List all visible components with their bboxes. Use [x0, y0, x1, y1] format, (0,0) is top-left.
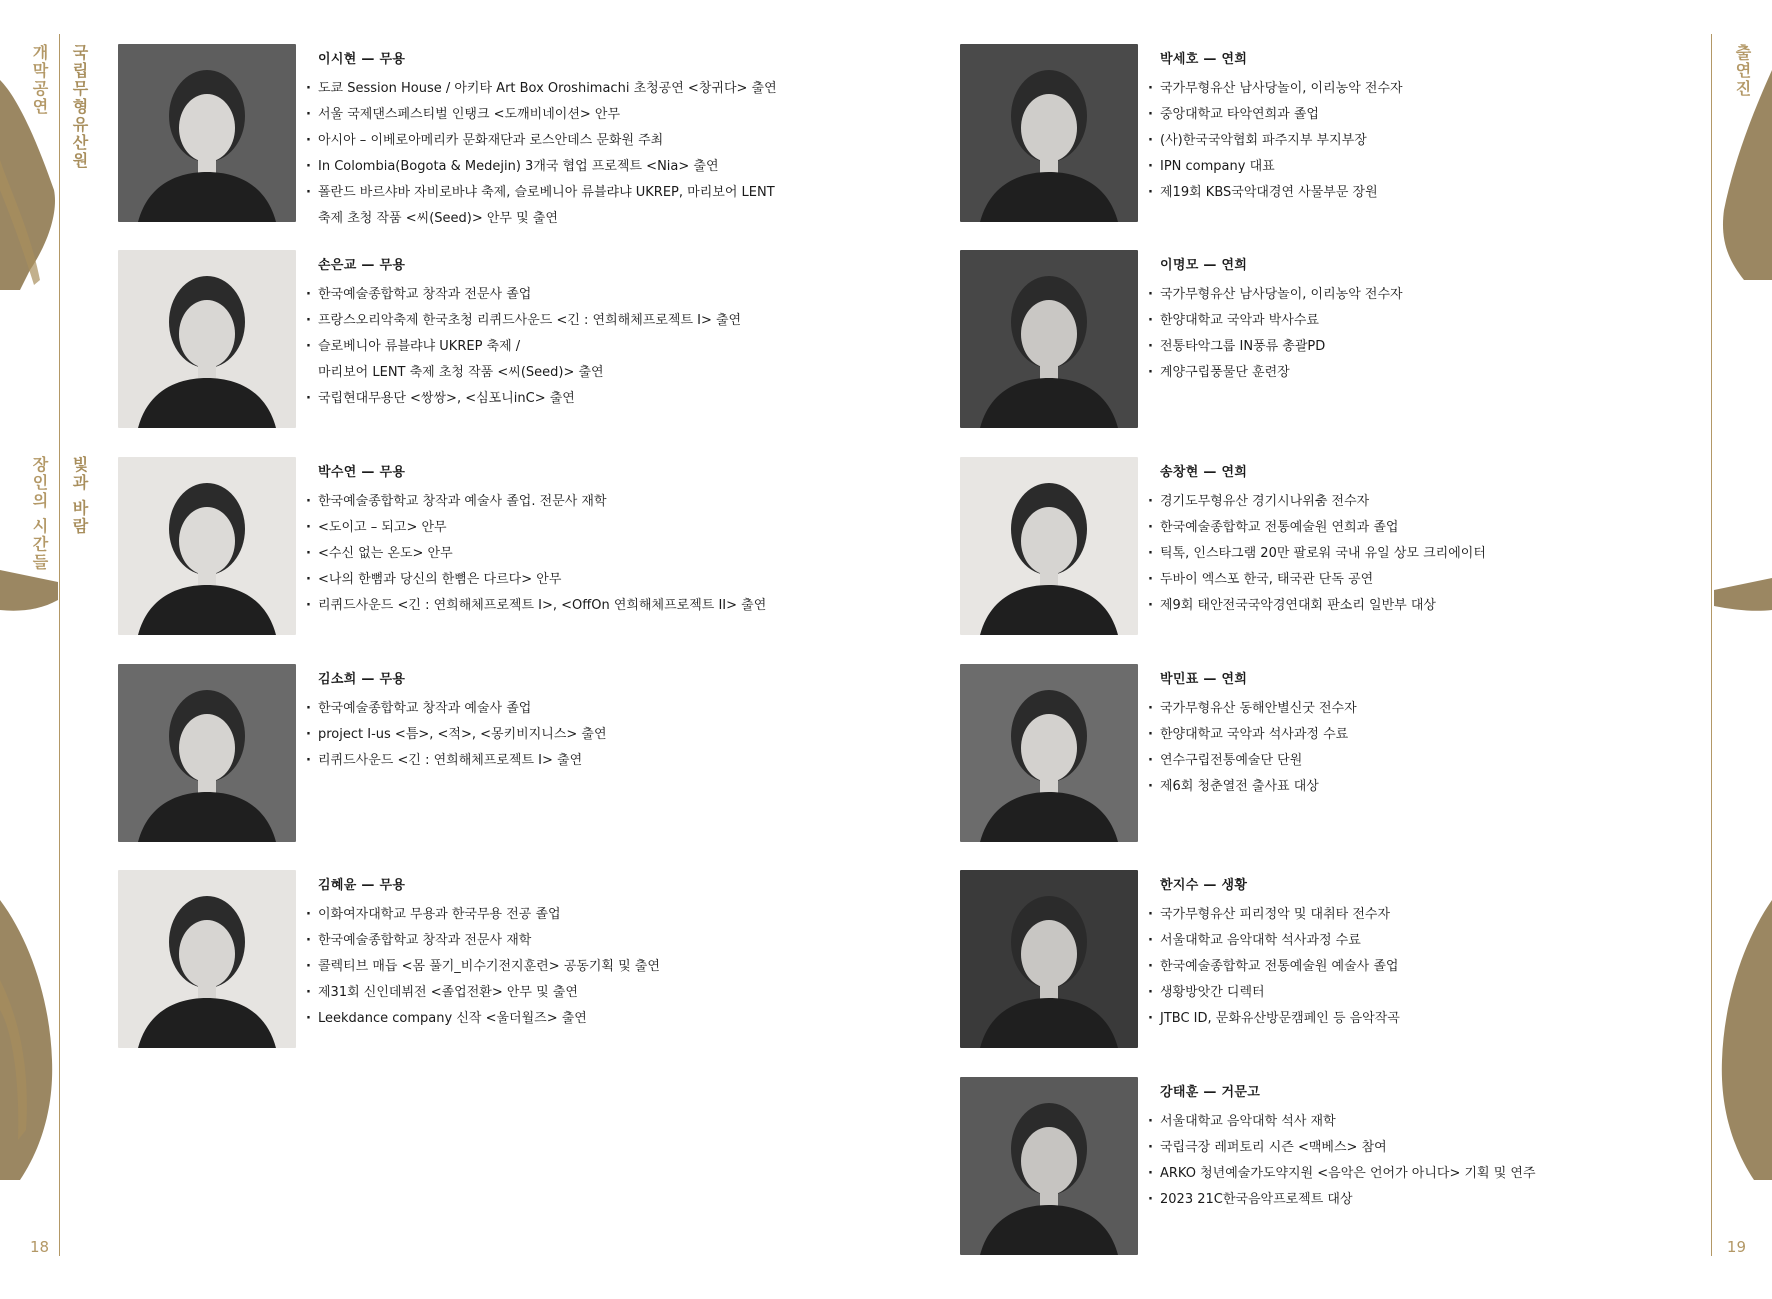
right-page-sidebar [1712, 0, 1772, 1299]
career-item: · 한국예술종합학교 창작과 예술사 졸업. 전문사 재학 [304, 489, 864, 515]
career-item: · 서울 국제댄스페스티벌 인탱크 <도깨비네이션> 안무 [304, 102, 864, 128]
brush-stroke-decoration [1714, 880, 1772, 1180]
career-item: · 이화여자대학교 무용과 한국무용 전공 졸업 [304, 902, 864, 928]
career-item: · 한국예술종합학교 전통예술원 연희과 졸업 [1146, 515, 1706, 541]
career-item: · 폴란드 바르샤바 자비로바냐 축제, 슬로베니아 류블랴냐 UKREP, 마리보어 LENT [304, 180, 864, 206]
performer-career-list [1146, 282, 1706, 386]
career-item: · 한국예술종합학교 창작과 예술사 졸업 [304, 696, 864, 722]
performer-name: 김소희 — 무용 [318, 672, 406, 687]
performer-profile [118, 457, 878, 637]
performer-name: 이시현 — 무용 [318, 52, 406, 67]
career-item: · In Colombia(Bogota & Medejin) 3개국 협업 프로젝트 <Nia> 출연 [304, 154, 864, 180]
career-item: · <도이고 – 되고> 안무 [304, 515, 864, 541]
performer-info [318, 44, 878, 232]
career-item: · 국가무형유산 남사당놀이, 이리농악 전수자 [1146, 76, 1706, 102]
performer-career-list [304, 282, 864, 412]
career-item: · 아시아 – 이베로아메리카 문화재단과 로스안데스 문화원 주최 [304, 128, 864, 154]
career-item: · 전통타악그룹 IN풍류 총괄PD [1146, 334, 1706, 360]
career-item: · 연수구립전통예술단 단원 [1146, 748, 1706, 774]
career-item: · project I-us <틈>, <적>, <몽키비지니스> 출연 [304, 722, 864, 748]
performer-info [318, 870, 878, 1032]
performer-career-list [1146, 1109, 1706, 1213]
brush-stroke-decoration [0, 880, 58, 1180]
career-item: · 2023 21C한국음악프로젝트 대상 [1146, 1187, 1706, 1213]
career-item: · 리퀴드사운드 <긴 : 연희해체프로젝트 I>, <OffOn 연희해체프로젝트 II> 출연 [304, 593, 864, 619]
career-item: · 슬로베니아 류블랴냐 UKREP 축제 / [304, 334, 864, 360]
career-item: · ARKO 청년예술가도약지원 <음악은 언어가 아니다> 기획 및 연주 [1146, 1161, 1706, 1187]
performer-name: 한지수 — 생황 [1160, 878, 1248, 893]
career-item: · IPN company 대표 [1146, 154, 1706, 180]
performer-info [1160, 457, 1720, 619]
career-item: · 국립극장 레퍼토리 시즌 <맥베스> 참여 [1146, 1135, 1706, 1161]
career-item: · <수신 없는 온도> 안무 [304, 541, 864, 567]
career-item: · 제6회 청춘열전 출사표 대상 [1146, 774, 1706, 800]
career-item: · 제31회 신인데뷔전 <졸업전환> 안무 및 출연 [304, 980, 864, 1006]
career-item: · 한양대학교 국악과 석사과정 수료 [1146, 722, 1706, 748]
performer-photo [960, 44, 1138, 222]
performer-profile [960, 870, 1720, 1050]
career-item: · 중앙대학교 타악연희과 졸업 [1146, 102, 1706, 128]
performer-name: 박수연 — 무용 [318, 465, 406, 480]
career-item: · 국가무형유산 남사당놀이, 이리농악 전수자 [1146, 282, 1706, 308]
career-item: · (사)한국국악협회 파주지부 부지부장 [1146, 128, 1706, 154]
performer-photo [960, 457, 1138, 635]
career-item: · 리퀴드사운드 <긴 : 연희해체프로젝트 I> 출연 [304, 748, 864, 774]
performer-photo [118, 457, 296, 635]
portrait-photo [118, 664, 296, 842]
portrait-photo [118, 250, 296, 428]
career-item: · 두바이 엑스포 한국, 태국관 단독 공연 [1146, 567, 1706, 593]
sidebar-title-venue: 국립무형유산원 [70, 44, 89, 170]
performer-profile [118, 664, 878, 844]
portrait-photo [960, 870, 1138, 1048]
performer-career-list [1146, 902, 1706, 1032]
performer-name: 박민표 — 연희 [1160, 672, 1248, 687]
performer-photo [118, 664, 296, 842]
portrait-photo [960, 44, 1138, 222]
career-item: · 제9회 태안전국국악경연대회 판소리 일반부 대상 [1146, 593, 1706, 619]
performer-photo [118, 870, 296, 1048]
performer-info [318, 250, 878, 412]
performer-name: 손은교 — 무용 [318, 258, 406, 273]
career-item: · 한국예술종합학교 창작과 전문사 졸업 [304, 282, 864, 308]
performer-name: 송창현 — 연희 [1160, 465, 1248, 480]
performer-info [1160, 664, 1720, 800]
page-number-right: 19 [1726, 1238, 1746, 1256]
brush-stroke-decoration [1714, 540, 1772, 640]
portrait-photo [118, 457, 296, 635]
portrait-photo [118, 44, 296, 222]
portrait-photo [960, 664, 1138, 842]
career-item: 축제 초청 작품 <씨(Seed)> 안무 및 출연 [318, 211, 558, 226]
performer-profile [960, 664, 1720, 844]
career-item: · 한국예술종합학교 창작과 전문사 재학 [304, 928, 864, 954]
performer-photo [118, 250, 296, 428]
career-item: · 콜렉티브 매듭 <몸 풀기_비수기전지훈련> 공동기획 및 출연 [304, 954, 864, 980]
performer-career-list [1146, 696, 1706, 800]
performer-career-list [304, 489, 864, 619]
career-item: · <나의 한뼘과 당신의 한뼘은 다르다> 안무 [304, 567, 864, 593]
career-item: · 국가무형유산 동해안별신굿 전수자 [1146, 696, 1706, 722]
portrait-photo [960, 1077, 1138, 1255]
page-number-left: 18 [30, 1238, 50, 1256]
performer-career-list [304, 696, 864, 774]
performer-profile [118, 44, 878, 224]
performer-profile [960, 457, 1720, 637]
career-item: · 계양구립풍물단 훈련장 [1146, 360, 1706, 386]
portrait-photo [118, 870, 296, 1048]
career-item: · 생황방앗간 디렉터 [1146, 980, 1706, 1006]
performer-photo [960, 250, 1138, 428]
career-item: · 한양대학교 국악과 박사수료 [1146, 308, 1706, 334]
career-item: · 경기도무형유산 경기시나위춤 전수자 [1146, 489, 1706, 515]
portrait-photo [960, 457, 1138, 635]
career-item: · 서울대학교 음악대학 석사 재학 [1146, 1109, 1706, 1135]
left-page-sidebar [0, 0, 89, 1299]
performer-profile [960, 44, 1720, 224]
performer-info [318, 664, 878, 774]
career-item: · 프랑스오리악축제 한국초청 리퀴드사운드 <긴 : 연희해체프로젝트 I> 출연 [304, 308, 864, 334]
portrait-photo [960, 250, 1138, 428]
performer-info [1160, 1077, 1720, 1213]
performer-career-list [1146, 489, 1706, 619]
career-item: 마리보어 LENT 축제 초청 작품 <씨(Seed)> 출연 [318, 365, 604, 380]
performer-name: 이명모 — 연희 [1160, 258, 1248, 273]
sidebar-title-opening: 개막공연 [30, 44, 49, 116]
career-item: · Leekdance company 신작 <울더월즈> 출연 [304, 1006, 864, 1032]
performer-photo [960, 870, 1138, 1048]
performer-career-list [304, 902, 864, 1032]
performer-career-list [1146, 76, 1706, 206]
performer-profile [118, 870, 878, 1050]
performer-profile [960, 1077, 1720, 1257]
performer-info [1160, 870, 1720, 1032]
career-item: · JTBC ID, 문화유산방문캠페인 등 음악작곡 [1146, 1006, 1706, 1032]
performer-photo [960, 664, 1138, 842]
performer-name: 김혜윤 — 무용 [318, 878, 406, 893]
performer-name: 강태훈 — 거문고 [1160, 1085, 1261, 1100]
career-item: · 국가무형유산 피리정악 및 대취타 전수자 [1146, 902, 1706, 928]
career-item: · 서울대학교 음악대학 석사과정 수료 [1146, 928, 1706, 954]
career-item: · 국립현대무용단 <쌍쌍>, <심포니inC> 출연 [304, 386, 864, 412]
performer-photo [118, 44, 296, 222]
career-item: · 도쿄 Session House / 아키타 Art Box Oroshimachi 초청공연 <창귀다> 출연 [304, 76, 864, 102]
sidebar-title-program: 장인의 시간들 [30, 456, 49, 572]
sidebar-title-subprogram: 빛과 바람 [70, 456, 89, 536]
performer-career-list [304, 76, 864, 232]
performer-profile [960, 250, 1720, 430]
career-item: · 틱톡, 인스타그램 20만 팔로워 국내 유일 상모 크리에이터 [1146, 541, 1706, 567]
career-item: · 제19회 KBS국악대경연 사물부문 장원 [1146, 180, 1706, 206]
performer-info [318, 457, 878, 619]
left-divider [59, 34, 60, 1256]
sidebar-title-performers: 출연진 [1733, 44, 1752, 98]
performer-info [1160, 44, 1720, 206]
performer-profile [118, 250, 878, 430]
career-item: · 한국예술종합학교 전통예술원 예술사 졸업 [1146, 954, 1706, 980]
performer-name: 박세호 — 연희 [1160, 52, 1248, 67]
performer-info [1160, 250, 1720, 386]
performer-photo [960, 1077, 1138, 1255]
